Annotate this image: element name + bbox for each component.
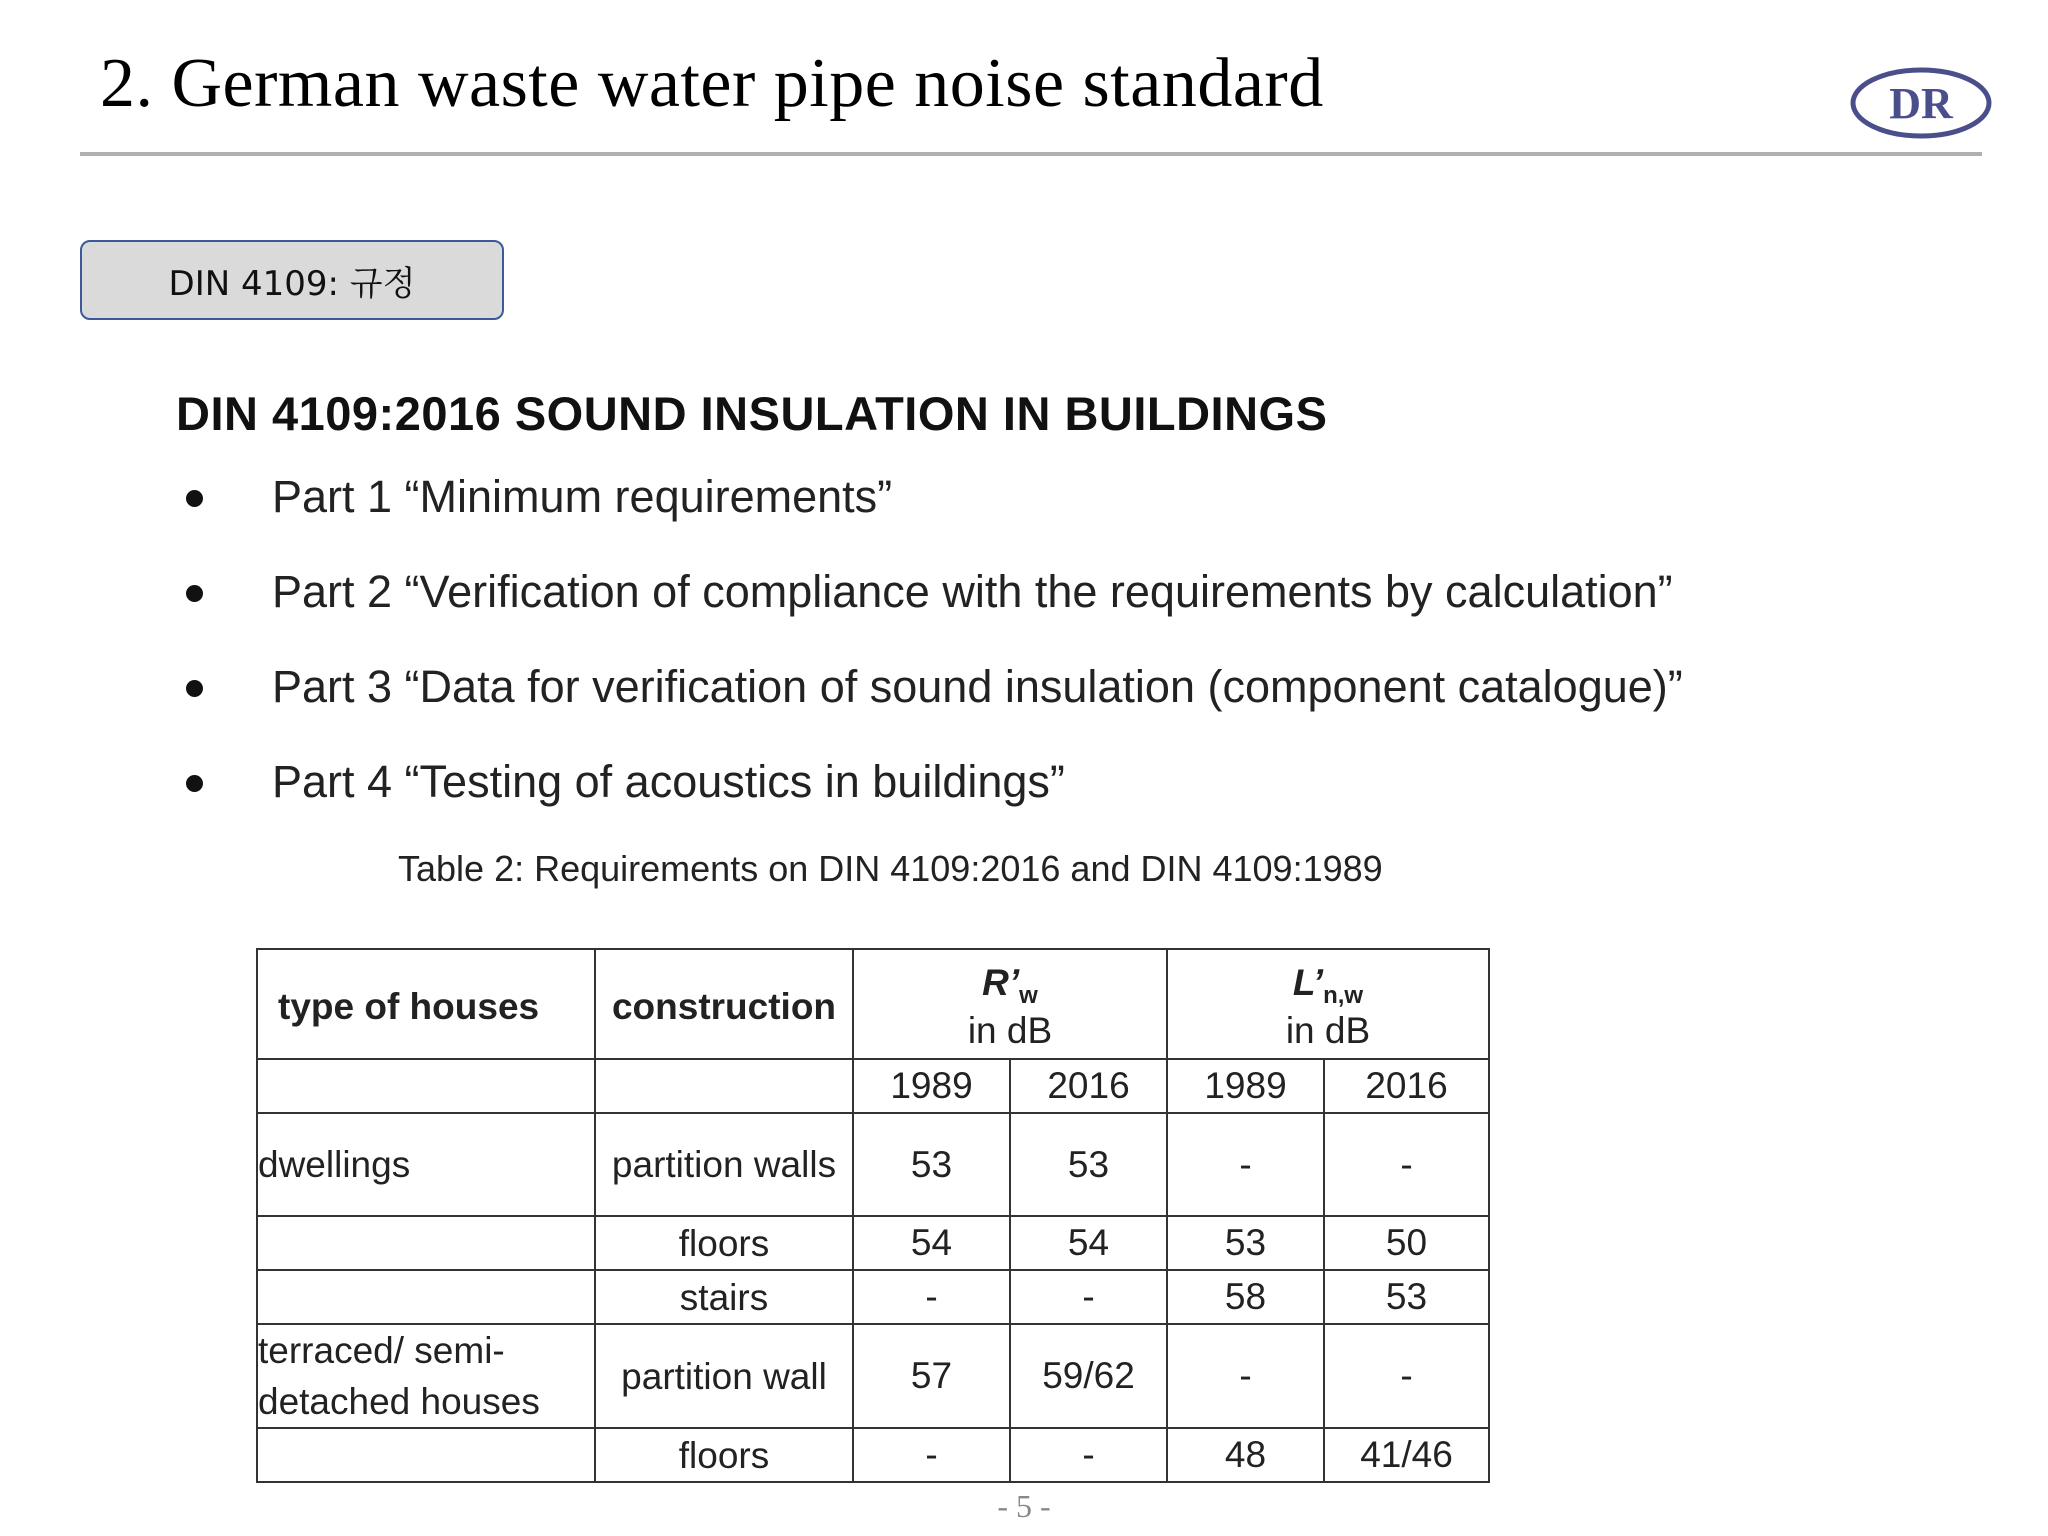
lnw-1989-cell: - [1167, 1324, 1324, 1428]
part-text: Part 1 “Minimum requirements” [272, 471, 893, 522]
lnw-2016-cell: 53 [1324, 1270, 1489, 1324]
rw-1989-cell: 53 [853, 1113, 1010, 1216]
table-year-row [257, 1059, 1489, 1113]
year-header: 2016 [1324, 1059, 1489, 1113]
house-cell: terraced/ semi-detached houses [257, 1324, 595, 1428]
construction-cell: partition wall [595, 1324, 853, 1428]
list-item [176, 652, 1683, 747]
part-text: Part 3 “Data for verification of sound insulation (component catalogue)” [272, 661, 1683, 712]
lnw-1989-cell: - [1167, 1113, 1324, 1216]
table-row [257, 1270, 1489, 1324]
empty-cell [257, 1059, 595, 1113]
din-tag-box [80, 240, 504, 320]
construction-cell: partition walls [595, 1113, 853, 1216]
lnw-2016-cell: - [1324, 1324, 1489, 1428]
house-cell: dwellings [257, 1113, 595, 1216]
lnw-1989-cell: 48 [1167, 1428, 1324, 1482]
requirements-table [256, 948, 1490, 1483]
header-construction: construction [595, 949, 853, 1059]
rw-unit: in dB [967, 1010, 1053, 1051]
parts-list [176, 462, 1683, 842]
page-number: - 5 - [997, 1488, 1051, 1524]
table-caption: Table 2: Requirements on DIN 4109:2016 and DIN 4109:1989 [398, 848, 1383, 889]
section-heading: DIN 4109:2016 SOUND INSULATION IN BUILDINGS [176, 387, 1328, 440]
rw-2016-cell: 53 [1010, 1113, 1167, 1216]
part-text: Part 2 “Verification of compliance with the requirements by calculation” [272, 566, 1673, 617]
lnw-unit: in dB [1285, 1010, 1371, 1051]
lnw-2016-cell: 41/46 [1324, 1428, 1489, 1482]
rw-symbol: R’ [982, 962, 1020, 1003]
header-type-of-houses: type of houses [257, 949, 595, 1059]
house-cell [257, 1428, 595, 1482]
construction-cell: stairs [595, 1270, 853, 1324]
house-cell [257, 1270, 595, 1324]
lnw-1989-cell: 53 [1167, 1216, 1324, 1270]
list-item [176, 557, 1683, 652]
rw-1989-cell: 54 [853, 1216, 1010, 1270]
lnw-symbol: L’ [1292, 962, 1324, 1003]
rw-2016-cell: - [1010, 1428, 1167, 1482]
list-item [176, 747, 1683, 842]
rw-1989-cell: - [853, 1270, 1010, 1324]
part-text: Part 4 “Testing of acoustics in buildings” [272, 756, 1065, 807]
year-header: 1989 [853, 1059, 1010, 1113]
bullet-icon [186, 775, 203, 792]
year-header: 1989 [1167, 1059, 1324, 1113]
year-header: 2016 [1010, 1059, 1167, 1113]
header-rw [853, 949, 1167, 1059]
table-row [257, 1113, 1489, 1216]
lnw-1989-cell: 58 [1167, 1270, 1324, 1324]
construction-cell: floors [595, 1216, 853, 1270]
din-tag-label: DIN 4109: 규정 [168, 263, 416, 304]
rw-1989-cell: 57 [853, 1324, 1010, 1428]
list-item [176, 462, 1683, 557]
rw-2016-cell: - [1010, 1270, 1167, 1324]
lnw-2016-cell: 50 [1324, 1216, 1489, 1270]
table-header-row [257, 949, 1489, 1059]
title-divider [80, 152, 1982, 156]
rw-1989-cell: - [853, 1428, 1010, 1482]
lnw-subscript: n,w [1323, 982, 1364, 1009]
empty-cell [595, 1059, 853, 1113]
table-row [257, 1324, 1489, 1428]
svg-text:DR: DR [1889, 79, 1953, 128]
table-row [257, 1216, 1489, 1270]
bullet-icon [186, 680, 203, 697]
lnw-2016-cell: - [1324, 1113, 1489, 1216]
house-cell [257, 1216, 595, 1270]
header-lnw [1167, 949, 1489, 1059]
construction-cell: floors [595, 1428, 853, 1482]
dr-logo [1850, 66, 1992, 140]
rw-subscript: w [1019, 982, 1038, 1009]
rw-2016-cell: 54 [1010, 1216, 1167, 1270]
rw-2016-cell: 59/62 [1010, 1324, 1167, 1428]
bullet-icon [186, 490, 203, 507]
bullet-icon [186, 585, 203, 602]
table-row [257, 1428, 1489, 1482]
slide-title: 2. German waste water pipe noise standard [100, 45, 1324, 122]
